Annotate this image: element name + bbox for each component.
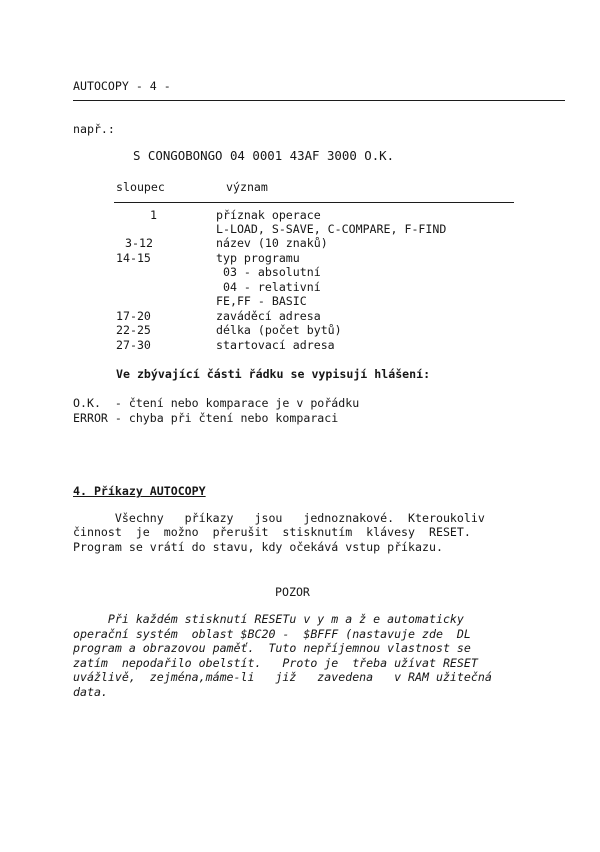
page-header-title: AUTOCOPY - 4 - (73, 79, 171, 93)
section-paragraph-line: Všechny příkazy jsou jednoznakové. Kteroukoliv (73, 511, 485, 525)
table-header-rule (114, 202, 514, 203)
table-cell-column: 14-15 (116, 251, 151, 265)
table-cell-meaning: startovací adresa (216, 338, 335, 352)
section-heading: 4. Příkazy AUTOCOPY (73, 484, 206, 498)
table-cell-meaning: příznak operace (216, 208, 321, 222)
messages-intro: Ve zbývající části řádku se vypisují hlášení: (116, 367, 431, 381)
warning-paragraph-line: zatím nepodařilo obelstít. Proto je třeba užívat RESET (73, 656, 478, 670)
header-rule (73, 100, 565, 101)
message-error: ERROR - chyba při čtení nebo komparaci (73, 411, 339, 425)
table-cell-meaning: 04 - relativní (216, 280, 321, 294)
table-cell-meaning: FE,FF - BASIC (216, 294, 307, 308)
table-cell-column: 22-25 (116, 323, 151, 337)
warning-paragraph-line: operační systém oblast $BC20 - $BFFF (nastavuje zde DL (73, 627, 471, 641)
message-ok: O.K. - čtení nebo komparace je v pořádku (73, 396, 360, 410)
table-cell-meaning: L-LOAD, S-SAVE, C-COMPARE, F-FIND (216, 222, 447, 236)
warning-paragraph-line: program a obrazovou paměť. Tuto nepříjemnou vlastnost se (73, 641, 471, 655)
table-cell-meaning: délka (počet bytů) (216, 323, 342, 337)
table-cell-column: 1 (150, 208, 157, 222)
section-paragraph-line: činnost je možno přerušit stisknutím klávesy RESET. (73, 525, 471, 539)
example-command: S CONGOBONGO 04 0001 43AF 3000 O.K. (133, 148, 395, 163)
warning-heading: POZOR (275, 585, 310, 599)
table-header-column: sloupec (116, 180, 165, 194)
table-cell-meaning: zaváděcí adresa (216, 309, 321, 323)
table-cell-meaning: název (10 znaků) (216, 236, 328, 250)
warning-paragraph-line: data. (73, 685, 108, 699)
table-cell-column: 17-20 (116, 309, 151, 323)
table-cell-meaning: 03 - absolutní (216, 265, 321, 279)
warning-paragraph-line: Při každém stisknutí RESETu v y m a ž e automaticky (73, 612, 464, 626)
table-header-meaning: význam (226, 180, 268, 194)
example-label: např.: (73, 122, 115, 136)
section-paragraph-line: Program se vrátí do stavu, kdy očekává vstup příkazu. (73, 540, 443, 554)
table-cell-meaning: typ programu (216, 251, 300, 265)
table-cell-column: 27-30 (116, 338, 151, 352)
warning-paragraph-line: uvážlivě, zejména,máme-li již zavedena v RAM užitečná (73, 670, 492, 684)
table-cell-column: 3-12 (125, 236, 153, 250)
